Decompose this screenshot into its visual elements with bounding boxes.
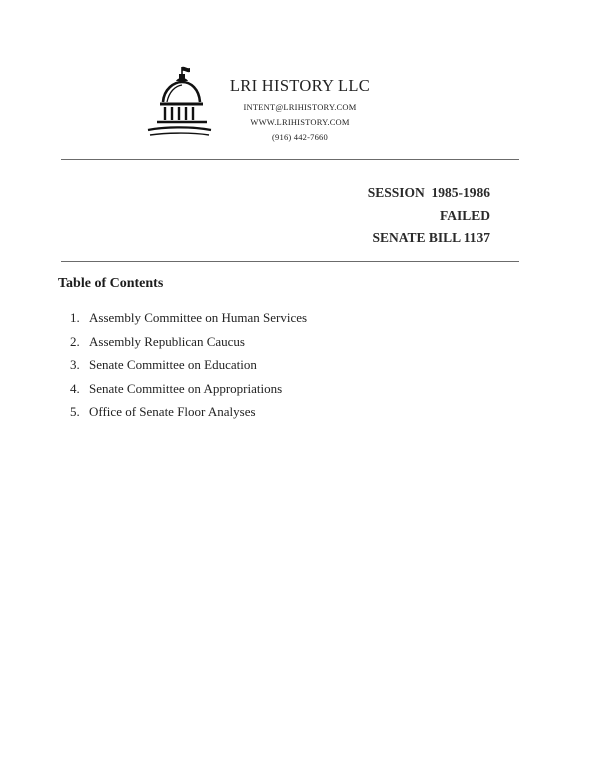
bottom-divider xyxy=(61,261,519,262)
bill-number: SENATE BILL 1137 xyxy=(372,230,490,245)
toc-item-label: Office of Senate Floor Analyses xyxy=(89,404,256,419)
toc-item-number: 4. xyxy=(70,380,80,396)
toc-item xyxy=(70,353,307,377)
toc-item xyxy=(70,377,307,401)
capitol-dome-icon xyxy=(145,64,213,138)
organization-name: LRI HISTORY LLC xyxy=(229,76,371,95)
toc-item-number: 3. xyxy=(70,357,80,372)
toc-heading: Table of Contents xyxy=(58,276,164,291)
toc-item-label: Senate Committee on Education xyxy=(89,357,257,372)
toc-item xyxy=(70,306,307,330)
toc-item xyxy=(70,330,307,354)
toc-item-label: Assembly Committee on Human Services xyxy=(89,310,308,325)
toc-list xyxy=(70,306,307,424)
toc-item-number: 2. xyxy=(70,333,80,349)
bill-status: FAILED xyxy=(439,207,490,223)
session-label: SESSION 1985-1986 xyxy=(367,185,490,200)
toc-item-number: 1. xyxy=(70,310,80,325)
top-divider xyxy=(61,159,519,160)
bill-info xyxy=(368,182,490,250)
organization-website: WWW.LRIHISTORY.COM xyxy=(250,117,350,127)
organization-phone: (916) 442-7660 xyxy=(272,132,328,142)
toc-item-label: Assembly Republican Caucus xyxy=(89,333,245,349)
toc-item xyxy=(70,400,307,424)
organization-header xyxy=(220,76,380,143)
organization-email: INTENT@LRIHISTORY.COM xyxy=(243,102,357,112)
toc-item-label: Senate Committee on Appropriations xyxy=(89,380,283,396)
toc-item-number: 5. xyxy=(70,404,80,419)
